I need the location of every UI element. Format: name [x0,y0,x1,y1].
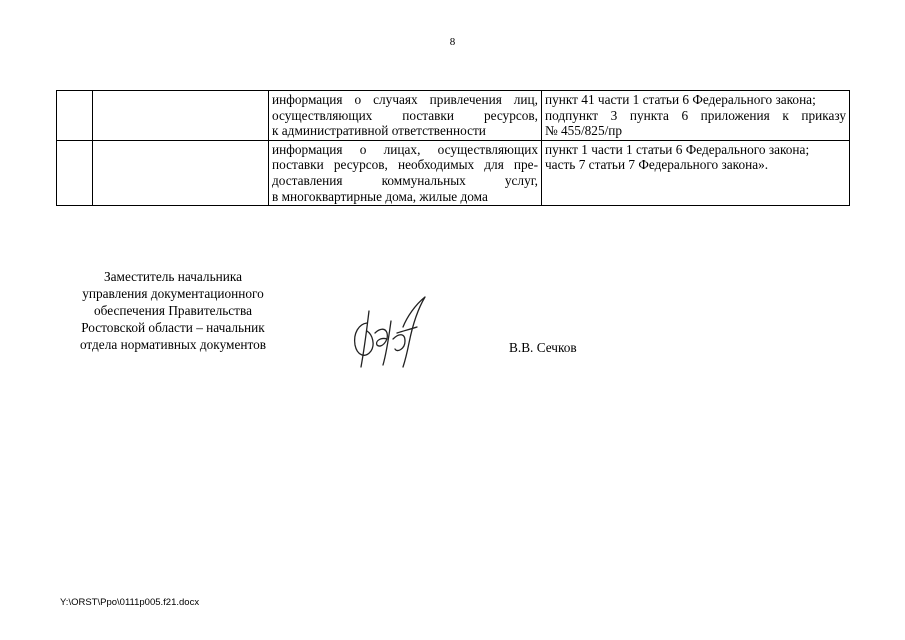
table-cell-category [93,140,269,205]
handwritten-signature [345,293,437,373]
table-cell-info [269,91,542,141]
table-cell-number [57,91,93,141]
table-cell-basis [542,91,850,141]
page-number: 8 [449,36,456,48]
info-line: осуществляющих поставки ресурсов, [272,107,538,123]
basis-line: пункт 1 части 1 статьи 6 Федерального закона; [545,141,810,157]
info-line: информация о случаях привлечения лиц, [272,92,538,107]
document-table [56,90,850,206]
signer-name: В.В. Сечков [509,340,577,355]
info-line: информация о лицах, осуществляющих [272,141,538,157]
table-cell-category [93,91,269,141]
table-row [57,140,850,205]
signer-title-line: обеспечения Правительства [94,303,252,318]
info-line: поставки ресурсов, необходимых для пре- [272,157,538,173]
info-line: к административной ответственности [272,123,486,139]
info-line: доставления коммунальных услуг, [272,172,538,188]
table-cell-number [57,140,93,205]
table-cell-basis [542,140,850,205]
table-row [57,91,850,141]
signer-title-line: Ростовской области – начальник [81,320,265,335]
signer-title [60,268,286,353]
signer-title-line: отдела нормативных документов [79,337,267,352]
info-line: в многоквартирные дома, жилые дома [272,188,488,204]
basis-line: пункт 41 части 1 статьи 6 Федерального закона; [545,92,816,107]
basis-line: часть 7 статьи 7 Федерального закона». [545,157,769,173]
signer-title-line: управления документационного [82,286,264,301]
basis-line: подпункт 3 пункта 6 приложения к приказу [545,107,846,123]
table-cell-info [269,140,542,205]
signer-title-line: Заместитель начальника [103,269,243,284]
basis-line: № 455/825/пр [545,123,623,139]
file-path: Y:\ORST\Ppo\0111p005.f21.docx [60,597,200,608]
